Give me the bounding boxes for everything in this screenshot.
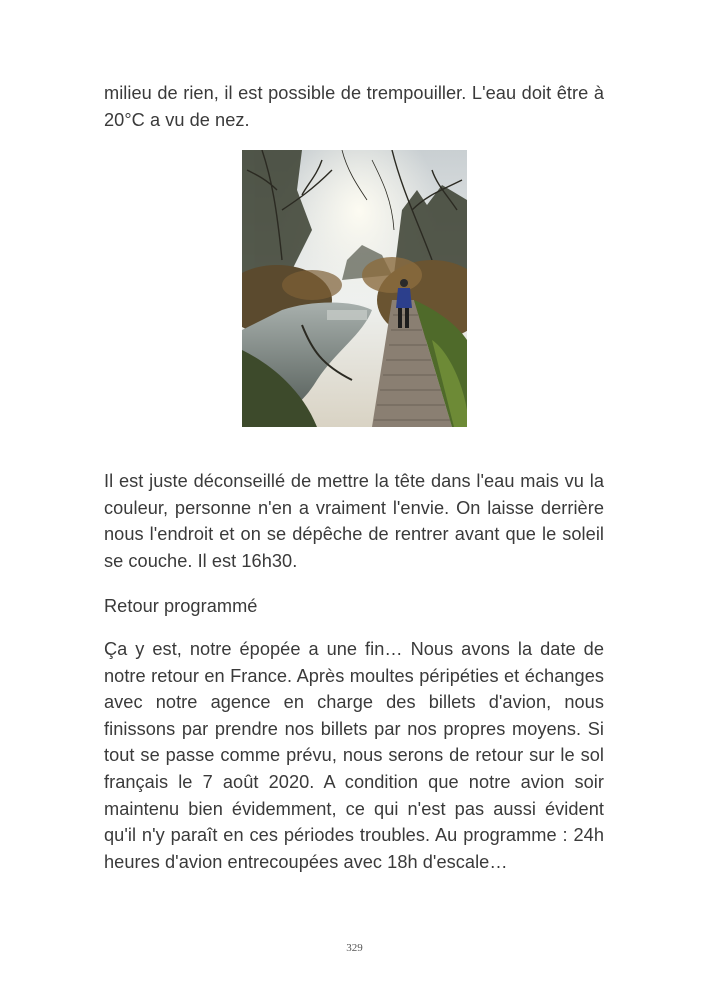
paragraph-intro-continuation: milieu de rien, il est possible de trempouiller. L'eau doit être à 20°C a vu de nez. [104,83,604,130]
small-waterfall [327,310,367,320]
page-number: 329 [346,942,363,954]
section-heading-retour-programme: Retour programmé [104,596,258,616]
photo-forest-boardwalk-hiker [242,150,467,427]
photo-illustration [242,150,467,427]
paragraph-leaving: Il est juste déconseillé de mettre la tête dans l'eau mais vu la couleur, personne n'en a vraiment l'envie. On laisse derrière nous l'endroit et on se dépêche de rentrer avant que le soleil se couche. Il est 16h30. [104,471,604,571]
paragraph-return-plan: Ça y est, notre épopée a une fin… Nous avons la date de notre retour en France. Après moultes péripéties et échanges avec notre agence en charge des billets d'avion, nous finissons par prendre nos billets par nos propres moyens. Si tout se passe comme prévu, nous serons de retour sur le sol français le 7 août 2020. A condition que notre avion soir maintenu bien évidemment, ce qui n'est pas aussi évident qu'il n'y paraît en ces périodes troubles. Au programme : 24h heures d'avion entrecoupées avec 18h d'escale… [104,639,604,872]
